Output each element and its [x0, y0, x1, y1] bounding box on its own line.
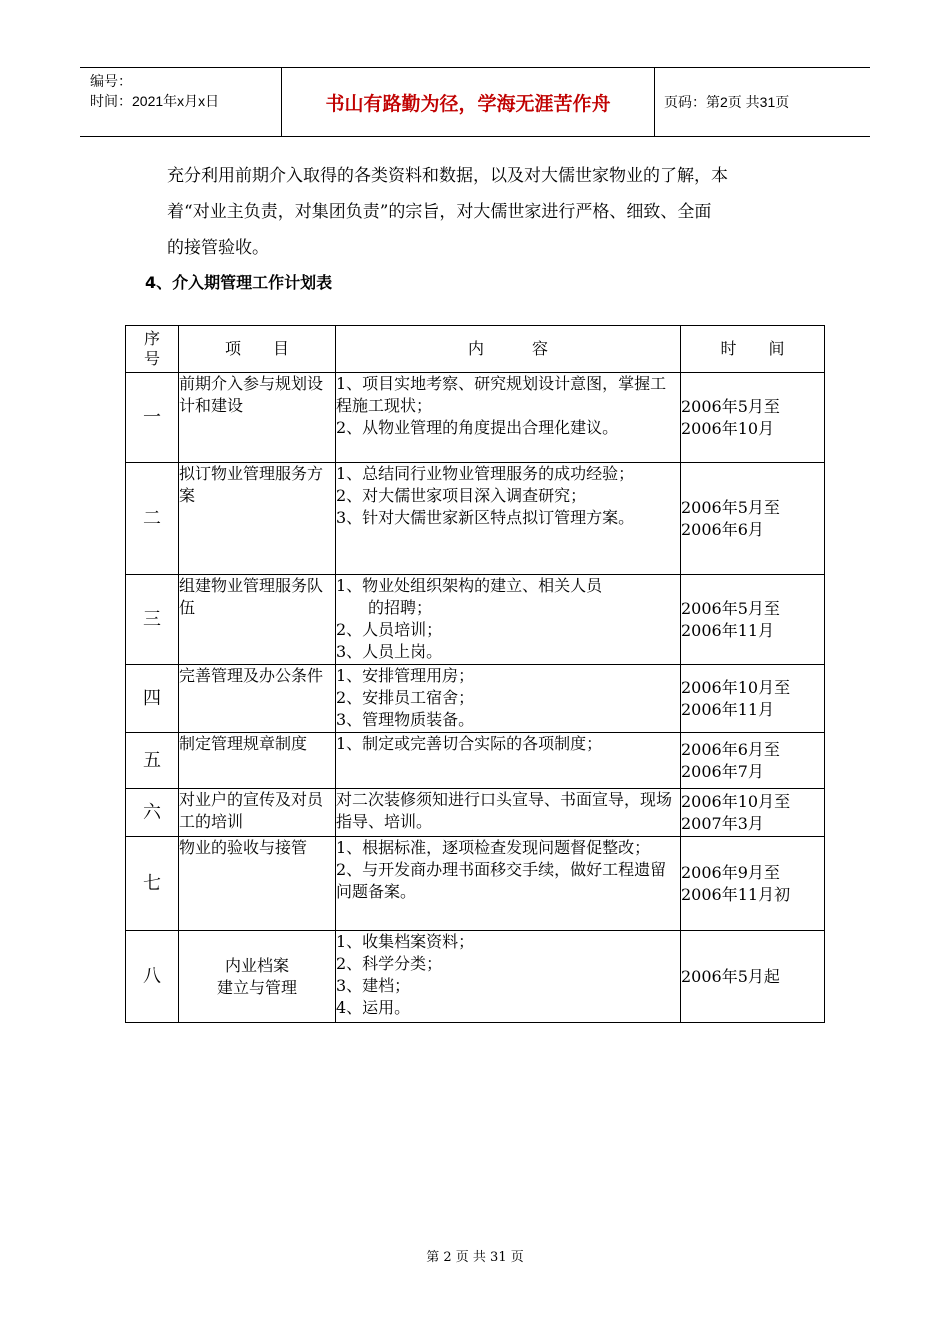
paragraph-line: 的接管验收。: [167, 238, 269, 258]
time-line: 2006年5月至: [681, 396, 780, 416]
project-line: 内业档案: [224, 955, 289, 975]
paragraph-line: 充分利用前期介入取得的各类资料和数据，以及对大儒世家物业的了解，本: [167, 166, 728, 186]
content-item: 1、总结同行业物业管理服务的成功经验；: [336, 464, 635, 483]
body-paragraph: [167, 158, 807, 266]
header-seq-char: 号: [143, 349, 160, 368]
header-project: 项 目: [179, 326, 336, 373]
header-seq: [126, 326, 179, 373]
row-time: [681, 463, 825, 575]
time-line: 2006年5月至: [681, 598, 780, 618]
row-seq: 二: [126, 463, 179, 575]
page-footer: 第 2 页 共 31 页: [426, 1250, 524, 1265]
table-header-row: [126, 326, 825, 373]
header-content: 内 容: [336, 326, 681, 373]
row-content: [336, 837, 681, 931]
content-item: 2、与开发商办理书面移交手续，做好工程遗留问题备案。: [336, 860, 667, 901]
content-item: 3、针对大儒世家新区特点拟订管理方案。: [336, 508, 635, 527]
time-line: 2006年5月至: [681, 497, 780, 517]
row-time: [681, 789, 825, 837]
row-time: [681, 373, 825, 463]
content-item: 1、根据标准，逐项检查发现问题督促整改；: [336, 838, 651, 857]
header-page-info: 页码：第2页 共31页: [664, 94, 790, 110]
content-item: 2、科学分类；: [336, 954, 443, 973]
time-line: 2006年6月至: [681, 739, 780, 759]
content-item: 3、管理物质装备。: [336, 710, 475, 729]
time-line: 2006年11月: [681, 620, 775, 640]
header-time: 时 间: [681, 326, 825, 373]
row-time: [681, 837, 825, 931]
content-item: 4、运用。: [336, 998, 411, 1017]
time-line: 2006年10月: [681, 418, 775, 438]
time-line: 2006年11月: [681, 699, 775, 719]
row-content: [336, 575, 681, 665]
row-seq: 五: [126, 733, 179, 789]
content-item: 1、安排管理用房；: [336, 666, 475, 685]
row-time: [681, 733, 825, 789]
table-row: [126, 931, 825, 1023]
content-item: 1、制定或完善切合实际的各项制度；: [336, 734, 603, 753]
row-time: [681, 665, 825, 733]
header-meta: [80, 68, 281, 136]
content-item: 1、项目实地考察、研究规划设计意图，掌握工程施工现状；: [336, 374, 667, 415]
content-item: 2、从物业管理的角度提出合理化建议。: [336, 418, 619, 437]
project-line: 建立与管理: [216, 977, 297, 997]
header-seq-char: 序: [143, 329, 160, 348]
management-plan-table: [125, 325, 825, 1023]
content-item: 3、建档；: [336, 976, 411, 995]
content-item: 3、人员上岗。: [336, 642, 443, 661]
row-seq: 七: [126, 837, 179, 931]
row-content: [336, 789, 681, 837]
header-motto: 书山有路勤为径，学海无涯苦作舟: [281, 68, 655, 136]
table-row: [126, 373, 825, 463]
time-line: 2006年9月至: [681, 862, 780, 882]
row-seq: 六: [126, 789, 179, 837]
content-item: 1、收集档案资料；: [336, 932, 475, 951]
row-content: [336, 463, 681, 575]
row-time: [681, 931, 825, 1023]
row-time: [681, 575, 825, 665]
row-project: [179, 931, 336, 1023]
row-project: 拟订物业管理服务方案: [179, 463, 336, 575]
row-content: [336, 373, 681, 463]
time-line: 2006年11月初: [681, 884, 791, 904]
row-content: [336, 665, 681, 733]
row-project: 完善管理及办公条件: [179, 665, 336, 733]
content-item: 2、对大儒世家项目深入调查研究；: [336, 486, 587, 505]
row-project: 对业户的宣传及对员工的培训: [179, 789, 336, 837]
time-line: 2006年5月起: [681, 966, 780, 986]
time-line: 2006年10月至: [681, 677, 791, 697]
content-item: 2、安排员工宿舍；: [336, 688, 475, 707]
row-seq: 四: [126, 665, 179, 733]
time-line: 2006年10月至: [681, 791, 791, 811]
table-row: [126, 733, 825, 789]
section-title: 4、介入期管理工作计划表: [145, 273, 333, 292]
content-item: 2、人员培训；: [336, 620, 443, 639]
document-date: 时间：2021年x月x日: [90, 93, 220, 109]
row-project: 组建物业管理服务队伍: [179, 575, 336, 665]
row-project: 制定管理规章制度: [179, 733, 336, 789]
content-item: 对二次装修须知进行口头宣导、书面宣导，现场指导、培训。: [336, 790, 673, 831]
content-item: 的招聘；: [368, 598, 433, 617]
table-row: [126, 665, 825, 733]
document-number-label: 编号：: [90, 73, 132, 89]
page-header: [80, 67, 870, 137]
table-row: [126, 789, 825, 837]
time-line: 2006年7月: [681, 761, 764, 781]
time-line: 2006年6月: [681, 519, 764, 539]
row-content: [336, 931, 681, 1023]
table-row: [126, 463, 825, 575]
row-project: 前期介入参与规划设计和建设: [179, 373, 336, 463]
time-line: 2007年3月: [681, 813, 764, 833]
table-row: [126, 837, 825, 931]
row-seq: 一: [126, 373, 179, 463]
table-row: [126, 575, 825, 665]
paragraph-line: 着“对业主负责，对集团负责”的宗旨，对大儒世家进行严格、细致、全面: [167, 202, 712, 222]
row-seq: 三: [126, 575, 179, 665]
row-content: [336, 733, 681, 789]
row-project: 物业的验收与接管: [179, 837, 336, 931]
row-seq: 八: [126, 931, 179, 1023]
content-item: 1、物业处组织架构的建立、相关人员: [336, 576, 603, 595]
